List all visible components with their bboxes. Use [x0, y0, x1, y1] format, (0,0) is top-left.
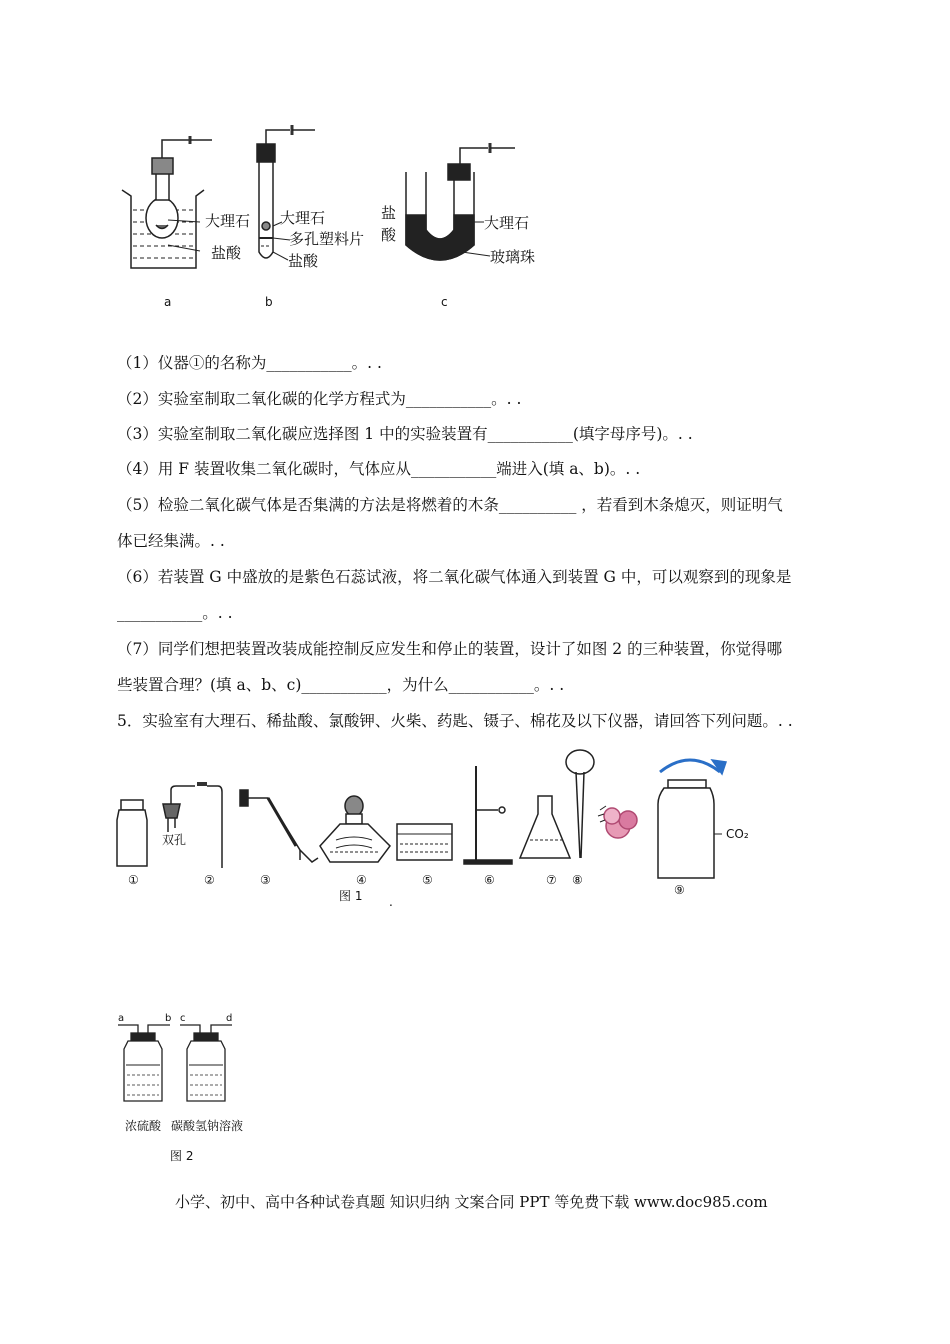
footer-text: 小学、初中、高中各种试卷真题 知识归纳 文案合同 PPT 等免费下载 www.doc985.com [175, 1193, 768, 1211]
conical-flask-7 [520, 796, 570, 858]
a-marble-label: 大理石 [205, 212, 251, 230]
figure-label-a: a [164, 295, 172, 309]
problem-5-intro: 5．实验室有大理石、稀盐酸、氯酸钾、火柴、药匙、镊子、棉花及以下仪器，请回答下列问题。. . [117, 712, 793, 730]
figure-2-caption: 图 2 [170, 1149, 194, 1163]
instrument-number-9: ⑨ [674, 883, 685, 897]
port-c: c [180, 1013, 186, 1024]
c-acid-label-2: 酸 [381, 226, 397, 244]
instrument-number-5: ⑤ [422, 873, 433, 887]
instruments-figure-1 [0, 740, 950, 920]
c-beads-label: 玻璃珠 [490, 248, 536, 266]
gas-jar-9 [658, 760, 726, 878]
instrument-number-7: ⑦ [546, 873, 557, 887]
b-plate-label: 多孔塑料片 [289, 230, 365, 248]
iron-stand-6 [464, 766, 512, 864]
bicarbonate-label: 碳酸氢钠溶液 [171, 1119, 244, 1133]
instrument-number-2: ② [204, 873, 215, 887]
funnel-8 [566, 750, 594, 858]
apparatus-a [122, 136, 212, 268]
instrument-number-6: ⑥ [484, 873, 495, 887]
wash-bottles-figure-2 [0, 1005, 950, 1175]
question-4: （4）用 F 装置收集二氧化碳时，气体应从___________端进入(填 a、b)。. . [117, 460, 641, 478]
figure-1-caption: 图 1 [339, 889, 363, 903]
question-3: （3）实验室制取二氧化碳应选择图 1 中的实验装置有___________(填字母序号)。. . [117, 425, 693, 443]
b-marble-label: 大理石 [280, 209, 326, 227]
instrument-number-3: ③ [260, 873, 271, 887]
double-hole-label: 双孔 [162, 833, 187, 847]
b-acid-label: 盐酸 [288, 252, 319, 270]
port-b: b [165, 1013, 172, 1024]
alcohol-lamp-4 [320, 796, 390, 862]
c-marble-label: 大理石 [484, 214, 530, 232]
co2-label: CO₂ [726, 827, 749, 841]
question-1: （1）仪器①的名称为___________。. . [117, 354, 382, 372]
question-7-line-1: （7）同学们想把装置改装成能控制反应发生和停止的装置，设计了如图 2 的三种装置，你觉得哪 [117, 640, 783, 658]
a-acid-label: 盐酸 [211, 244, 242, 262]
instrument-number-1: ① [128, 873, 139, 887]
question-2: （2）实验室制取二氧化碳的化学方程式为___________。. . [117, 390, 522, 408]
figure-1-dot: . [389, 895, 393, 909]
port-a: a [118, 1013, 125, 1024]
c-acid-label-1: 盐 [381, 204, 397, 222]
bent-tube-3 [240, 790, 318, 862]
wash-bottle-bicarbonate [180, 1025, 232, 1101]
apparatus-c [406, 143, 515, 260]
question-6-line-1: （6）若装置 G 中盛放的是紫色石蕊试液，将二氧化碳气体通入到装置 G 中，可以观察到的现象是 [117, 568, 792, 586]
port-d: d [226, 1013, 233, 1024]
question-7-line-2: 些装置合理？(填 a、b、c)___________，为什么___________。. . [117, 676, 565, 694]
flower [598, 806, 637, 838]
water-trough-5 [397, 824, 452, 860]
instrument-number-4: ④ [356, 873, 367, 887]
wash-bottle-sulfuric-acid [118, 1025, 170, 1101]
question-5-line-2: 体已经集满。. . [117, 532, 225, 550]
figure-label-b: b [265, 295, 273, 309]
apparatus-figure-top [0, 0, 950, 320]
instrument-number-8: ⑧ [572, 873, 583, 887]
figure-label-c: c [441, 295, 448, 309]
sulfuric-acid-label: 浓硫酸 [125, 1119, 162, 1133]
question-5-line-1: （5）检验二氧化碳气体是否集满的方法是将燃着的木条__________ ，若看到木条熄灭，则证明气 [117, 496, 783, 514]
double-hole-stopper-2 [163, 784, 222, 868]
bottle-1 [117, 800, 147, 866]
question-6-line-2: ___________。. . [117, 604, 233, 622]
